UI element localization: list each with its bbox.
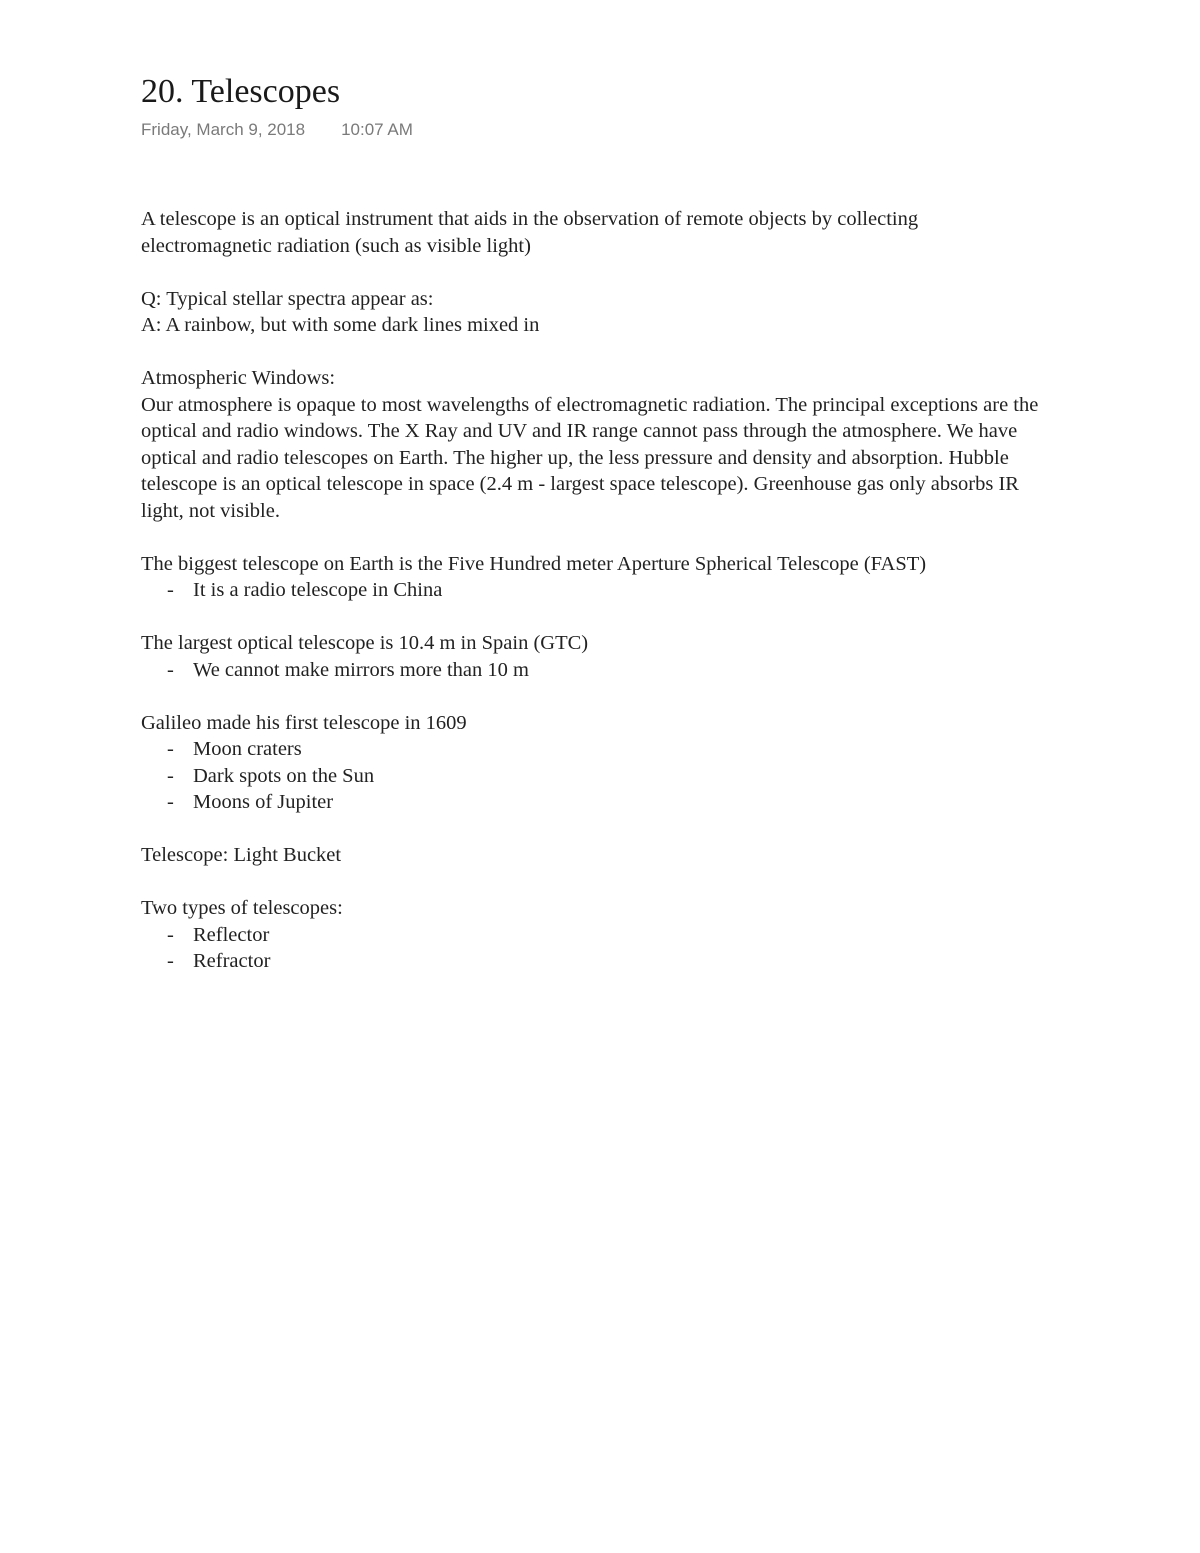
galileo-list: [141, 736, 1041, 816]
answer-line: A: A rainbow, but with some dark lines mixed in: [141, 314, 540, 336]
largest-optical-list: [141, 657, 1041, 684]
atmospheric-windows-paragraph: Our atmosphere is opaque to most wavelengths of electromagnetic radiation. The principal exceptions are the optical and radio windows. The X Ray and UV and IR range cannot pass through the atmosphere. We have optical and radio telescopes on Earth. The higher up, the less pressure and density and absorption. Hubble telescope is an optical telescope in space (2.4 m - largest space telescope). Greenhouse gas only absorbs IR light, not visible.: [141, 393, 1039, 522]
largest-optical-line: The largest optical telescope is 10.4 m in Spain (GTC): [141, 632, 589, 654]
list-item: [167, 763, 1041, 790]
biggest-telescope-line: The biggest telescope on Earth is the Five Hundred meter Aperture Spherical Telescope (FAST): [141, 552, 927, 575]
dash-bullet: -: [167, 764, 174, 787]
list-item: [167, 657, 1041, 684]
page-title: 20. Telescopes: [141, 73, 341, 110]
note-time: 10:07 AM: [341, 120, 413, 139]
list-item: [167, 736, 1041, 763]
dash-bullet: -: [167, 950, 174, 972]
note-date: Friday, March 9, 2018: [141, 120, 306, 139]
telescope-types-list: [141, 922, 1041, 975]
intro-paragraph: A telescope is an optical instrument that aids in the observation of remote objects by collecting electromagnetic radiation (such as visible light): [141, 208, 919, 257]
atmospheric-windows-heading: Atmospheric Windows:: [141, 367, 336, 389]
list-item-text: Refractor: [193, 950, 271, 972]
dash-bullet: -: [167, 791, 174, 813]
question-line: Q: Typical stellar spectra appear as:: [141, 287, 434, 310]
note-content: [141, 206, 1041, 975]
list-item: [167, 789, 1041, 816]
list-item: [167, 577, 1041, 604]
list-item: [167, 948, 1041, 975]
dash-bullet: -: [167, 923, 174, 946]
dash-bullet: -: [167, 738, 174, 760]
list-item: [167, 922, 1041, 949]
list-item-text: Reflector: [193, 923, 270, 946]
list-item-text: Dark spots on the Sun: [193, 764, 375, 787]
dash-bullet: -: [167, 658, 174, 681]
galileo-line: Galileo made his first telescope in 1609: [141, 711, 467, 734]
list-item-text: We cannot make mirrors more than 10 m: [193, 658, 529, 681]
note-page: [141, 70, 1041, 975]
note-timestamp: [141, 120, 1041, 144]
list-item-text: Moons of Jupiter: [193, 791, 334, 813]
telescope-types-line: Two types of telescopes:: [141, 897, 343, 919]
list-item-text: Moon craters: [193, 738, 302, 760]
dash-bullet: -: [167, 579, 174, 601]
light-bucket-line: Telescope: Light Bucket: [141, 844, 342, 866]
biggest-telescope-list: [141, 577, 1041, 604]
list-item-text: It is a radio telescope in China: [193, 579, 443, 601]
